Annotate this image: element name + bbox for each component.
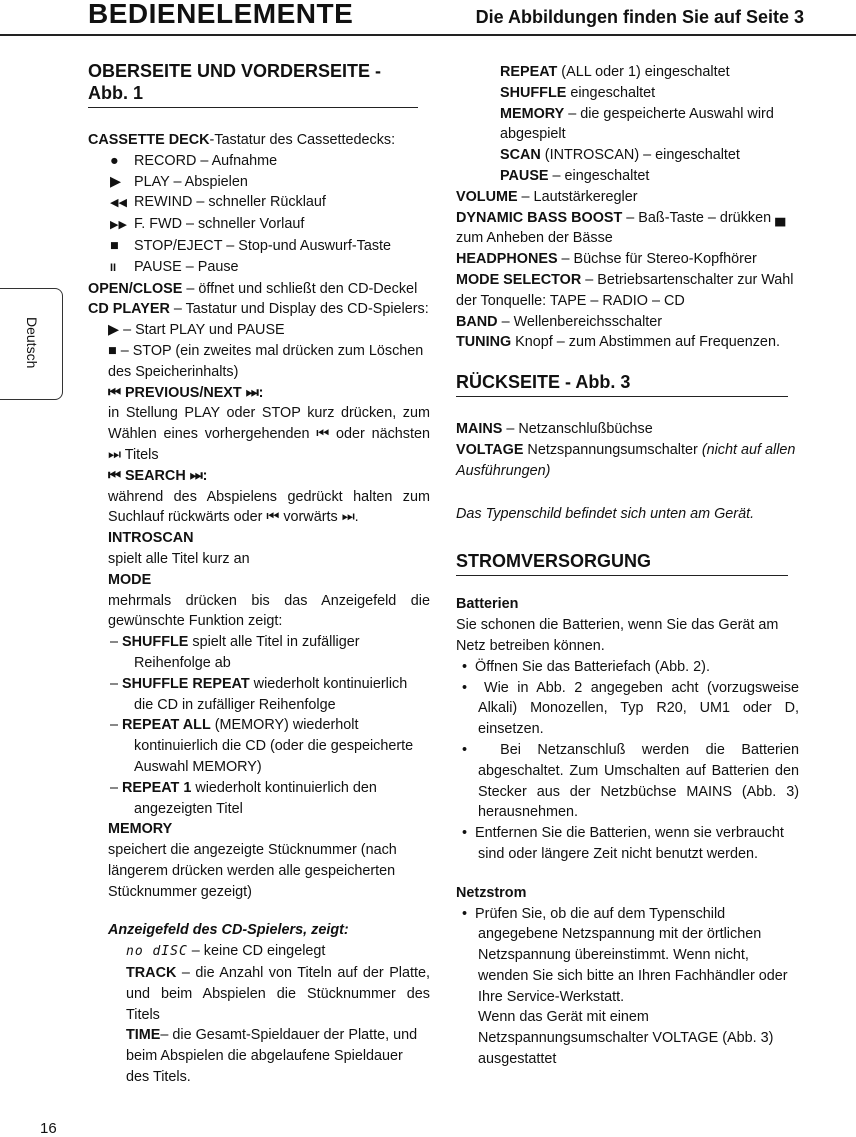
mode-item-term: REPEAT ALL bbox=[122, 717, 211, 734]
cd-player-term: CD PLAYER bbox=[88, 301, 170, 318]
record-icon: ● bbox=[110, 152, 119, 169]
battery-bullet-text: Entfernen Sie die Batterien, wenn sie verbraucht sind oder längere Zeit nicht benutzt werden. bbox=[475, 825, 784, 862]
language-tab-label: Deutsch bbox=[24, 317, 40, 369]
control-text: – Baß-Taste – drükken ▄ zum Anheben der Bässe bbox=[456, 209, 786, 247]
display-heading: Anzeigefeld des CD-Spielers, zeigt: bbox=[108, 922, 349, 939]
control-term: HEADPHONES bbox=[456, 251, 558, 268]
control-term: TUNING bbox=[456, 334, 512, 351]
battery-bullet: • Bei Netzanschluß werden die Batterien abgeschaltet. Zum Umschalten auf Batterien den Stecker aus der Netzbüchse MAINS (Abb. 3) herausnehmen. bbox=[462, 741, 799, 821]
mode-item-text: wiederholt kontinuierlich die CD in zufälliger Reihenfolge bbox=[134, 675, 408, 713]
cassette-item bbox=[88, 172, 430, 193]
mode-item-term: SHUFFLE REPEAT bbox=[122, 675, 250, 692]
battery-bullet-text: Öffnen Sie das Batteriefach (Abb. 2). bbox=[475, 658, 710, 675]
indicator-term: SCAN bbox=[500, 147, 541, 164]
mode-item-term: REPEAT 1 bbox=[122, 779, 192, 796]
cassette-item bbox=[88, 236, 430, 257]
voltage-note: (nicht auf allen Ausführungen) bbox=[456, 441, 796, 479]
right-column bbox=[456, 62, 799, 1070]
control-term: VOLUME bbox=[456, 188, 518, 205]
mains-term: MAINS bbox=[456, 421, 503, 438]
indicator-item bbox=[456, 62, 799, 83]
prev-next-term: ⏮ PREVIOUS/NEXT ⏭: bbox=[108, 384, 264, 401]
mains-bullet-text: Prüfen Sie, ob die auf dem Typenschild angegebene Netzspannung mit der örtlichen Netzspannung übereinstimmt. Wenn nicht, wenden Sie sich bitte an Ihren Fachhändler oder Ihre Service-Werkstatt. bbox=[475, 905, 788, 1005]
cassette-item-text: REWIND – schneller Rücklauf bbox=[134, 194, 326, 211]
indicator-text: (INTROSCAN) – eingeschaltet bbox=[540, 147, 740, 164]
time-text: – die Gesamt-Spieldauer der Platte, und beim Abspielen die abgelaufene Spieldauer des Titels. bbox=[126, 1027, 418, 1086]
header-rule bbox=[0, 34, 856, 36]
control-entry bbox=[456, 187, 799, 208]
time-entry bbox=[88, 1025, 430, 1087]
section-heading-front: OBERSEITE UND VORDERSEITE - Abb. 1 bbox=[88, 60, 418, 108]
cassette-item-text: STOP/EJECT – Stop-und Auswurf-Taste bbox=[134, 237, 392, 254]
fast-forward-icon: ▶▶ bbox=[110, 219, 127, 232]
mode-item-text: wiederholt kontinuierlich den angezeigten Titel bbox=[134, 779, 377, 817]
indicator-text: (ALL oder 1) eingeschaltet bbox=[557, 64, 730, 80]
control-entry bbox=[456, 208, 799, 250]
track-entry bbox=[88, 963, 430, 1025]
page-subtitle: Die Abbildungen finden Sie auf Seite 3 bbox=[475, 7, 804, 27]
battery-bullet: • Wie in Abb. 2 angegeben acht (vorzugsweise Alkali) Monozellen, Typ R20, UM1 oder D, einsetzen. bbox=[462, 679, 799, 738]
cassette-deck-term: CASSETTE DECK bbox=[88, 132, 210, 148]
cassette-item-text: PLAY – Abspielen bbox=[134, 173, 248, 190]
indicator-term: MEMORY bbox=[500, 105, 565, 122]
battery-bullet-text: Wie in Abb. 2 angegeben acht (vorzugsweise Alkali) Monozellen, Typ R20, UM1 oder D, einsetzen. bbox=[478, 679, 799, 738]
indicator-term: REPEAT bbox=[500, 64, 558, 80]
page-title: BEDIENELEMENTE bbox=[88, 0, 354, 29]
control-text: – Betriebsartenschalter zur Wahl der Tonquelle: TAPE – RADIO – CD bbox=[456, 271, 794, 309]
page-number: 16 bbox=[40, 1120, 57, 1137]
cassette-item bbox=[88, 214, 430, 236]
indicator-item bbox=[456, 104, 799, 146]
cassette-deck-text: -Tastatur des Cassettedecks: bbox=[209, 132, 396, 148]
prev-next-text: in Stellung PLAY oder STOP kurz drücken, zum Wählen eines vorhergehenden ⏮ oder nächsten ⏭ Titels bbox=[108, 405, 430, 463]
mode-item: – SHUFFLE REPEAT wiederholt kontinuierlich die CD in zufälliger Reihenfolge bbox=[110, 675, 408, 713]
mains-continuation: Wenn das Gerät mit einem Netzspannungsumschalter VOLTAGE (Abb. 3) ausgestattet bbox=[478, 1009, 774, 1068]
mains-power-heading: Netzstrom bbox=[456, 884, 527, 901]
batteries-intro: Sie schonen die Batterien, wenn Sie das Gerät am Netz betreiben können. bbox=[456, 617, 779, 654]
mains-bullet: • Prüfen Sie, ob die auf dem Typenschild angegebene Netzspannung mit der örtlichen Netzspannung übereinstimmt. Wenn nicht, wenden Sie sich bitte an Ihren Fachhändler oder Ihre Service-Werkstatt. bbox=[462, 905, 788, 1005]
cassette-item bbox=[88, 192, 430, 214]
left-column bbox=[88, 60, 430, 1088]
voltage-term: VOLTAGE bbox=[456, 441, 524, 458]
control-entry bbox=[456, 270, 799, 312]
mains-text: – Netzanschlußbüchse bbox=[502, 421, 653, 438]
introscan-term: INTROSCAN bbox=[108, 530, 194, 547]
control-text: – Büchse für Stereo-Kopfhörer bbox=[557, 251, 757, 268]
mode-item: – SHUFFLE spielt alle Titel in zufälliger Reihenfolge ab bbox=[110, 634, 360, 671]
mains-entry bbox=[456, 419, 799, 440]
control-text: – Lautstärkeregler bbox=[517, 188, 638, 205]
cassette-item bbox=[88, 257, 430, 279]
control-term: DYNAMIC BASS BOOST bbox=[456, 209, 623, 226]
memory-text: speichert die angezeigte Stücknummer (nach längerem drücken werden alle gespeicherten Stücknummer gezeigt) bbox=[108, 842, 397, 900]
track-text: – die Anzahl von Titeln auf der Platte, und beim Abspielen die Stücknummer des Titels bbox=[126, 965, 430, 1023]
cassette-deck-entry bbox=[88, 130, 430, 151]
indicator-text: eingeschaltet bbox=[566, 84, 656, 101]
mode-item-term: SHUFFLE bbox=[122, 634, 189, 651]
cassette-item bbox=[88, 151, 430, 172]
control-entry bbox=[456, 249, 799, 270]
indicator-item bbox=[456, 145, 799, 166]
no-disc-entry bbox=[88, 941, 430, 963]
introscan-text: spielt alle Titel kurz an bbox=[108, 550, 250, 567]
indicator-text: – eingeschaltet bbox=[548, 167, 650, 184]
open-close-term: OPEN/CLOSE bbox=[88, 280, 183, 297]
control-term: BAND bbox=[456, 313, 498, 330]
lcd-no-disc: no dISC bbox=[126, 944, 188, 960]
search-term: ⏮ SEARCH ⏭: bbox=[108, 467, 208, 484]
mode-item-text: spielt alle Titel in zufälliger Reihenfolge ab bbox=[134, 634, 360, 671]
battery-bullet-text: Bei Netzanschluß werden die Batterien abgeschaltet. Zum Umschalten auf Batterien den Stecker aus der Netzbüchse MAINS (Abb. 3) herausnehmen. bbox=[478, 741, 799, 821]
voltage-entry bbox=[456, 440, 799, 482]
pause-icon: II bbox=[110, 261, 117, 274]
indicator-term: SHUFFLE bbox=[500, 84, 567, 101]
indicator-item bbox=[456, 83, 799, 104]
indicator-term: PAUSE bbox=[500, 167, 549, 184]
mode-term: MODE bbox=[108, 571, 152, 588]
battery-bullet: • Öffnen Sie das Batteriefach (Abb. 2). bbox=[462, 658, 710, 675]
open-close-entry bbox=[88, 279, 430, 300]
track-term: TRACK bbox=[126, 965, 177, 982]
typeplate-note: Das Typenschild befindet sich unten am Gerät. bbox=[456, 505, 755, 522]
rewind-icon: ◀◀ bbox=[110, 197, 127, 210]
cassette-item-text: PAUSE – Pause bbox=[134, 258, 239, 275]
cassette-item-text: RECORD – Aufnahme bbox=[134, 152, 278, 169]
section-heading-rear: RÜCKSEITE - Abb. 3 bbox=[456, 371, 788, 397]
battery-bullet: • Entfernen Sie die Batterien, wenn sie verbraucht sind oder längere Zeit nicht benutzt werden. bbox=[462, 825, 784, 862]
control-text: – Wellenbereichsschalter bbox=[497, 313, 663, 330]
cd-stop-text: ■ – STOP (ein zweites mal drücken zum Löschen des Speicherinhalts) bbox=[108, 342, 424, 380]
mode-item: – REPEAT 1 wiederholt kontinuierlich den angezeigten Titel bbox=[110, 779, 377, 817]
search-text: während des Abspielens gedrückt halten zum Suchlauf rückwärts oder ⏮ vorwärts ⏭. bbox=[108, 488, 430, 526]
control-term: MODE SELECTOR bbox=[456, 271, 582, 288]
control-text: Knopf – zum Abstimmen auf Frequenzen. bbox=[511, 334, 780, 351]
play-icon: ▶ bbox=[110, 173, 122, 190]
no-disc-text: – keine CD eingelegt bbox=[187, 943, 326, 960]
control-entry bbox=[456, 312, 799, 333]
indicator-item bbox=[456, 166, 799, 187]
stop-icon: ■ bbox=[110, 237, 119, 254]
memory-term: MEMORY bbox=[108, 821, 173, 838]
section-heading-power: STROMVERSORGUNG bbox=[456, 550, 788, 576]
mode-text: mehrmals drücken bis das Anzeigefeld die gewünschte Funktion zeigt: bbox=[108, 592, 430, 630]
time-term: TIME bbox=[126, 1027, 161, 1044]
batteries-heading: Batterien bbox=[456, 596, 519, 613]
mode-item: – REPEAT ALL (MEMORY) wiederholt kontinuierlich die CD (oder die gespeicherte Auswahl MEMORY) bbox=[110, 717, 414, 775]
indicator-text: – die gespeicherte Auswahl wird abgespielt bbox=[500, 105, 774, 143]
mode-item-text: (MEMORY) wiederholt kontinuierlich die CD (oder die gespeicherte Auswahl MEMORY) bbox=[134, 717, 414, 775]
control-entry bbox=[456, 332, 799, 353]
cd-play-text: ▶ – Start PLAY und PAUSE bbox=[108, 322, 285, 339]
cd-player-entry bbox=[88, 299, 430, 320]
open-close-text: – öffnet und schließt den CD-Deckel bbox=[182, 280, 418, 297]
cassette-item-text: F. FWD – schneller Vorlauf bbox=[134, 216, 305, 233]
cd-player-text: – Tastatur und Display des CD-Spielers: bbox=[169, 301, 429, 318]
voltage-text: Netzspannungsumschalter bbox=[523, 441, 702, 458]
